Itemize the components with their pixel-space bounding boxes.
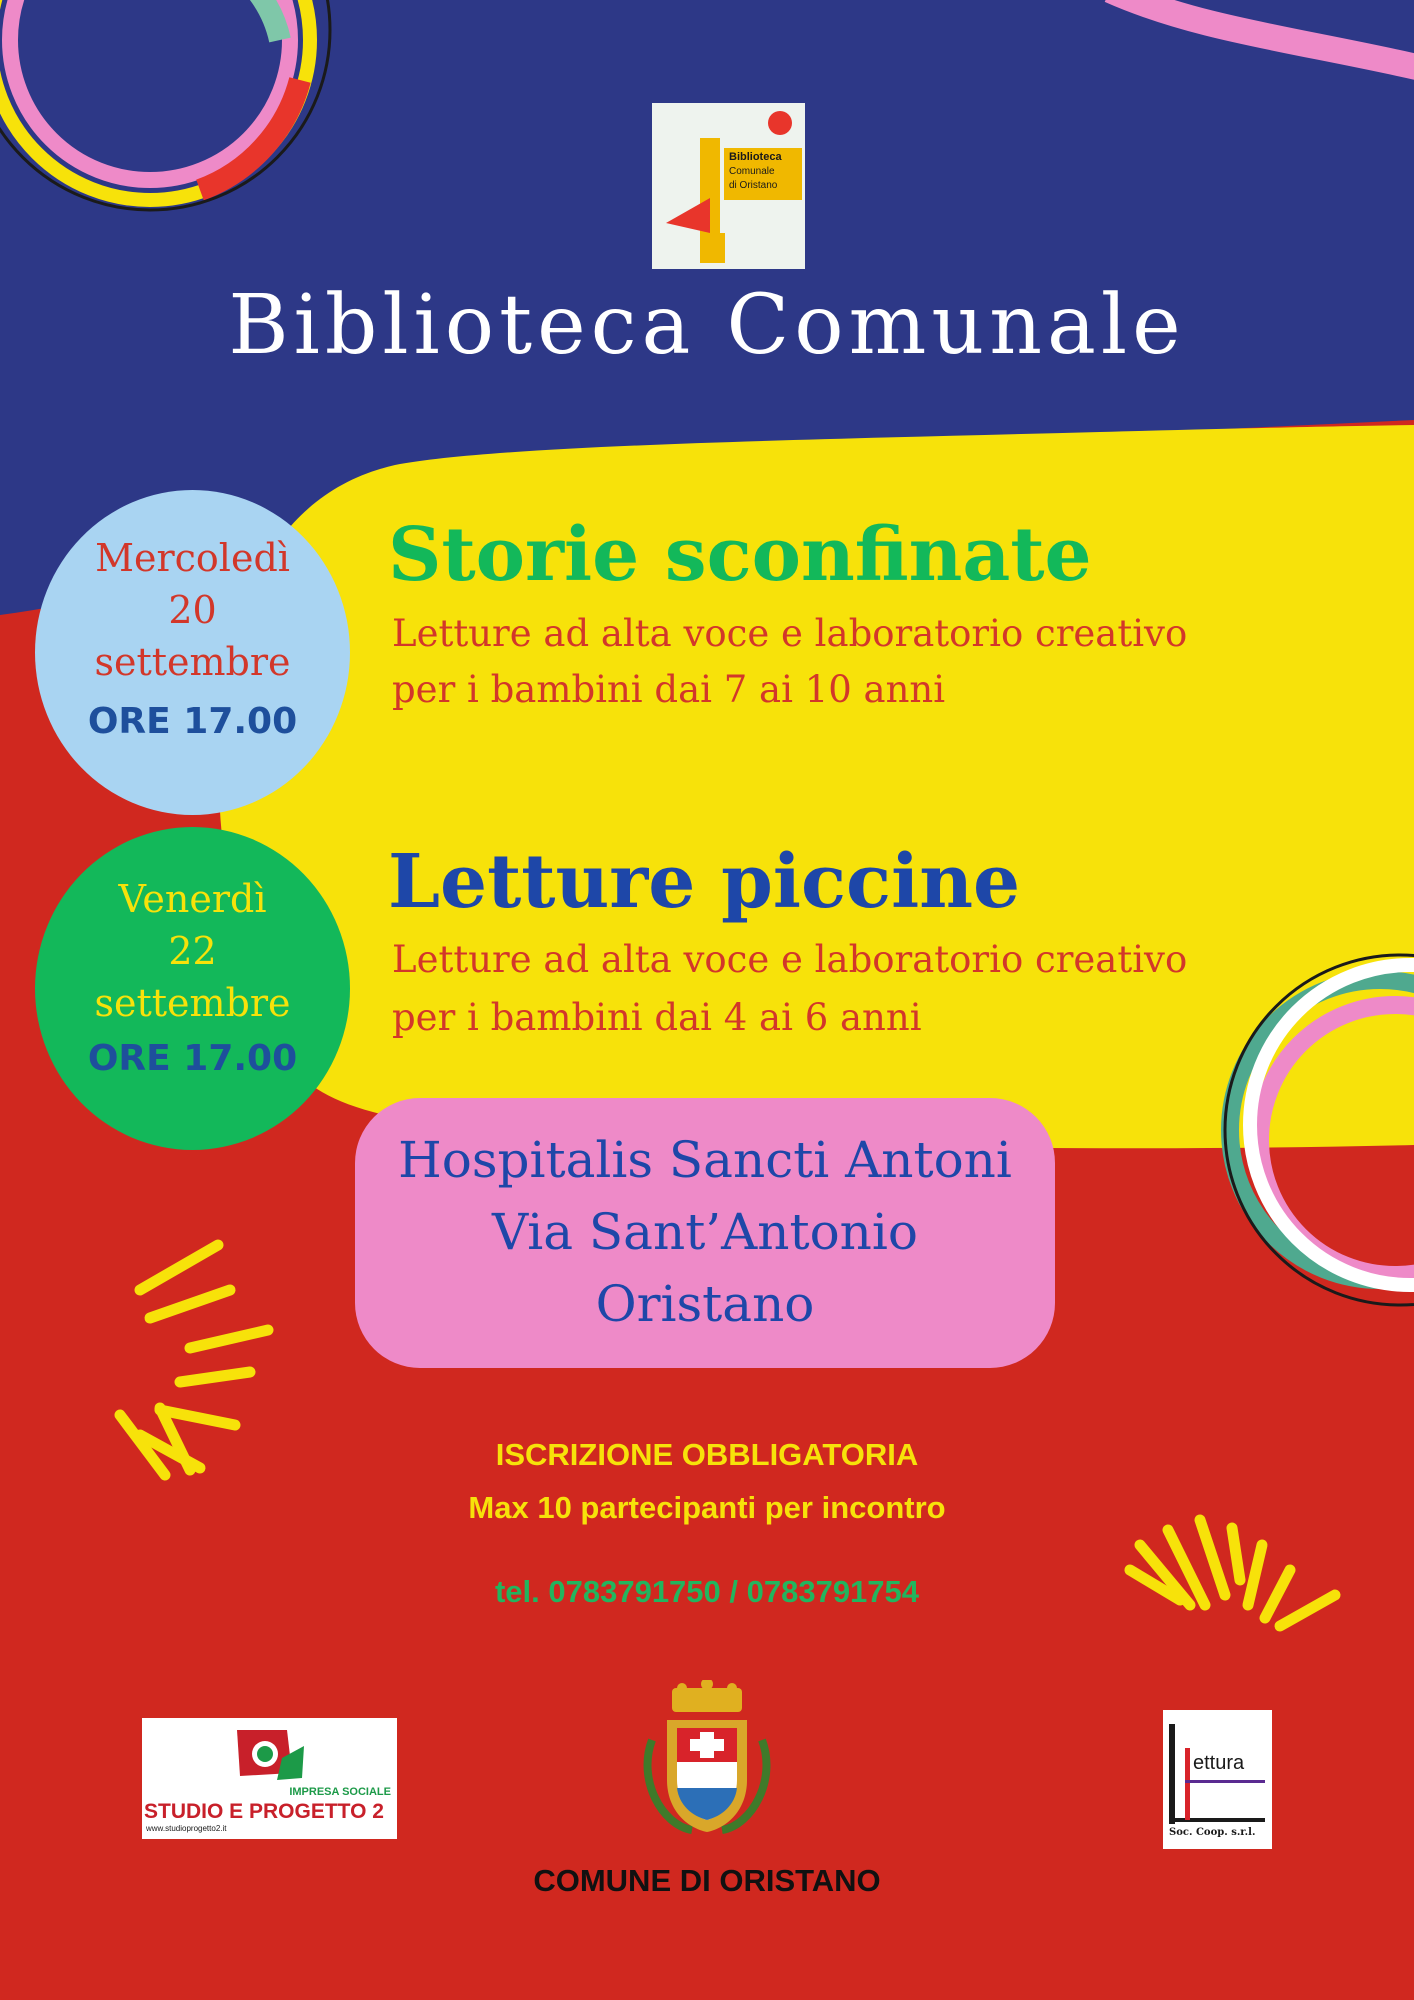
event1-date-number: 20 bbox=[168, 588, 217, 632]
page-title: Biblioteca Comunale bbox=[228, 278, 1186, 373]
event1-time: ORE 17.00 bbox=[87, 701, 298, 742]
event1-desc-line2: per i bambini dai 7 ai 10 anni bbox=[392, 668, 946, 711]
event2-desc-line1: Letture ad alta voce e laboratorio creativo bbox=[392, 938, 1188, 981]
event1-desc-line1: Letture ad alta voce e laboratorio creativo bbox=[392, 612, 1188, 655]
library-logo bbox=[652, 103, 805, 269]
comune-label: COMUNE DI ORISTANO bbox=[533, 1863, 881, 1898]
la-lettura-word: ettura bbox=[1193, 1752, 1245, 1774]
venue-box bbox=[355, 1098, 1055, 1368]
venue-line2: Via Sant’Antonio bbox=[492, 1203, 918, 1261]
event2-day: Venerdì bbox=[118, 877, 267, 921]
venue-line1: Hospitalis Sancti Antoni bbox=[398, 1131, 1012, 1189]
event2-time: ORE 17.00 bbox=[87, 1038, 298, 1079]
event2-desc-line2: per i bambini dai 4 ai 6 anni bbox=[392, 996, 922, 1039]
venue-line3: Oristano bbox=[595, 1275, 815, 1333]
la-lettura-coop: Soc. Coop. s.r.l. bbox=[1169, 1827, 1256, 1838]
library-logo-line1: Biblioteca bbox=[729, 151, 782, 163]
studio-progetto-logo bbox=[142, 1718, 397, 1839]
coat-of-arms-icon bbox=[632, 1680, 782, 1840]
la-lettura-logo bbox=[1163, 1710, 1272, 1849]
event1-day: Mercoledì bbox=[95, 536, 290, 580]
event2-title: Letture piccine bbox=[388, 839, 1021, 925]
event2-date-badge bbox=[35, 827, 350, 1150]
registration-required: ISCRIZIONE OBBLIGATORIA bbox=[495, 1437, 919, 1472]
studio-progetto-url: www.studioprogetto2.it bbox=[146, 1824, 227, 1833]
library-logo-line3: di Oristano bbox=[729, 180, 778, 191]
studio-progetto-name: STUDIO E PROGETTO 2 bbox=[144, 1800, 384, 1823]
event2-date-number: 22 bbox=[168, 929, 217, 973]
studio-progetto-tag: IMPRESA SOCIALE bbox=[289, 1786, 391, 1798]
registration-phone: tel. 0783791750 / 0783791754 bbox=[494, 1574, 920, 1609]
event1-date-badge bbox=[35, 490, 350, 815]
studio-progetto-icon bbox=[142, 1718, 397, 1788]
event1-month: settembre bbox=[94, 640, 291, 684]
library-logo-line2: Comunale bbox=[729, 166, 775, 177]
event1-title: Storie sconfinate bbox=[388, 512, 1092, 598]
registration-max: Max 10 partecipanti per incontro bbox=[468, 1490, 946, 1525]
event2-month: settembre bbox=[94, 981, 291, 1025]
